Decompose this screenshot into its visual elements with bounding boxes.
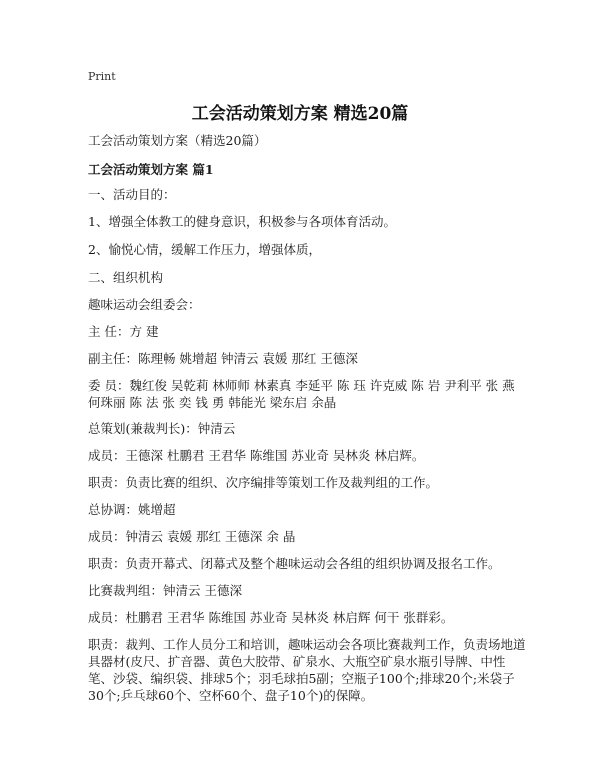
- paragraph-referee-duties: 职责：裁判、工作人员分工和培训，趣味运动会各项比赛裁判工作，负责场地道具器材(皮尺、扩音器、黄色大胶带、矿泉水、大瓶空矿泉水瓶引导牌、中性笔、沙袋、编织袋、排球5个；羽毛球拍5副；空瓶子100个;排球20个;米袋子30个;乒乓球60个、空杯60个、盘子10个)的保障。: [88, 637, 526, 703]
- paragraph-members: 委 员：魏红俊 吴乾莉 林师师 林素真 李延平 陈 珏 许克威 陈 岩 尹利平 张 燕 何珠丽 陈 法 张 奕 钱 勇 韩能光 梁东启 余晶: [88, 378, 515, 410]
- section-heading: 工会活动策划方案 篇1: [88, 162, 214, 177]
- print-label[interactable]: Print: [88, 70, 116, 83]
- paragraph-referee-members: 成员：杜鹏君 王君华 陈维国 苏业奇 吴林炎 林启辉 何干 张群彩。: [88, 610, 454, 625]
- paragraph-committee: 趣味运动会组委会：: [88, 297, 201, 312]
- paragraph-purpose-1: 1、增强全体教工的健身意识，积极参与各项体育活动。: [88, 214, 396, 229]
- paragraph-purpose-2: 2、愉悦心情，缓解工作压力，增强体质，: [88, 242, 321, 257]
- paragraph-organization-heading: 二、组织机构: [88, 270, 164, 285]
- paragraph-director: 主 任：方 建: [88, 324, 159, 339]
- paragraph-coordinator-members: 成员：钟清云 袁媛 那红 王德深 余 晶: [88, 529, 296, 544]
- paragraph-purpose-heading: 一、活动目的：: [88, 187, 176, 202]
- paragraph-coordinator-duties: 职责：负责开幕式、闭幕式及整个趣味运动会各组的组织协调及报名工作。: [88, 556, 501, 571]
- paragraph-coordinator: 总协调：姚增超: [88, 502, 176, 517]
- paragraph-deputy-director: 副主任：陈理畅 姚增超 钟清云 袁媛 那红 王德深: [88, 351, 358, 366]
- paragraph-chief-planner: 总策划(兼裁判长)：钟清云: [88, 421, 236, 436]
- document-subtitle: 工会活动策划方案（精选20篇）: [88, 133, 267, 148]
- paragraph-planner-members: 成员：王德深 杜鹏君 王君华 陈维国 苏业奇 吴林炎 林启辉。: [88, 448, 425, 463]
- document-title: 工会活动策划方案 精选20篇: [191, 104, 409, 124]
- paragraph-referee-group: 比赛裁判组：钟清云 王德深: [88, 583, 242, 598]
- paragraph-planner-duties: 职责：负责比赛的组织、次序编排等策划工作及裁判组的工作。: [88, 475, 439, 490]
